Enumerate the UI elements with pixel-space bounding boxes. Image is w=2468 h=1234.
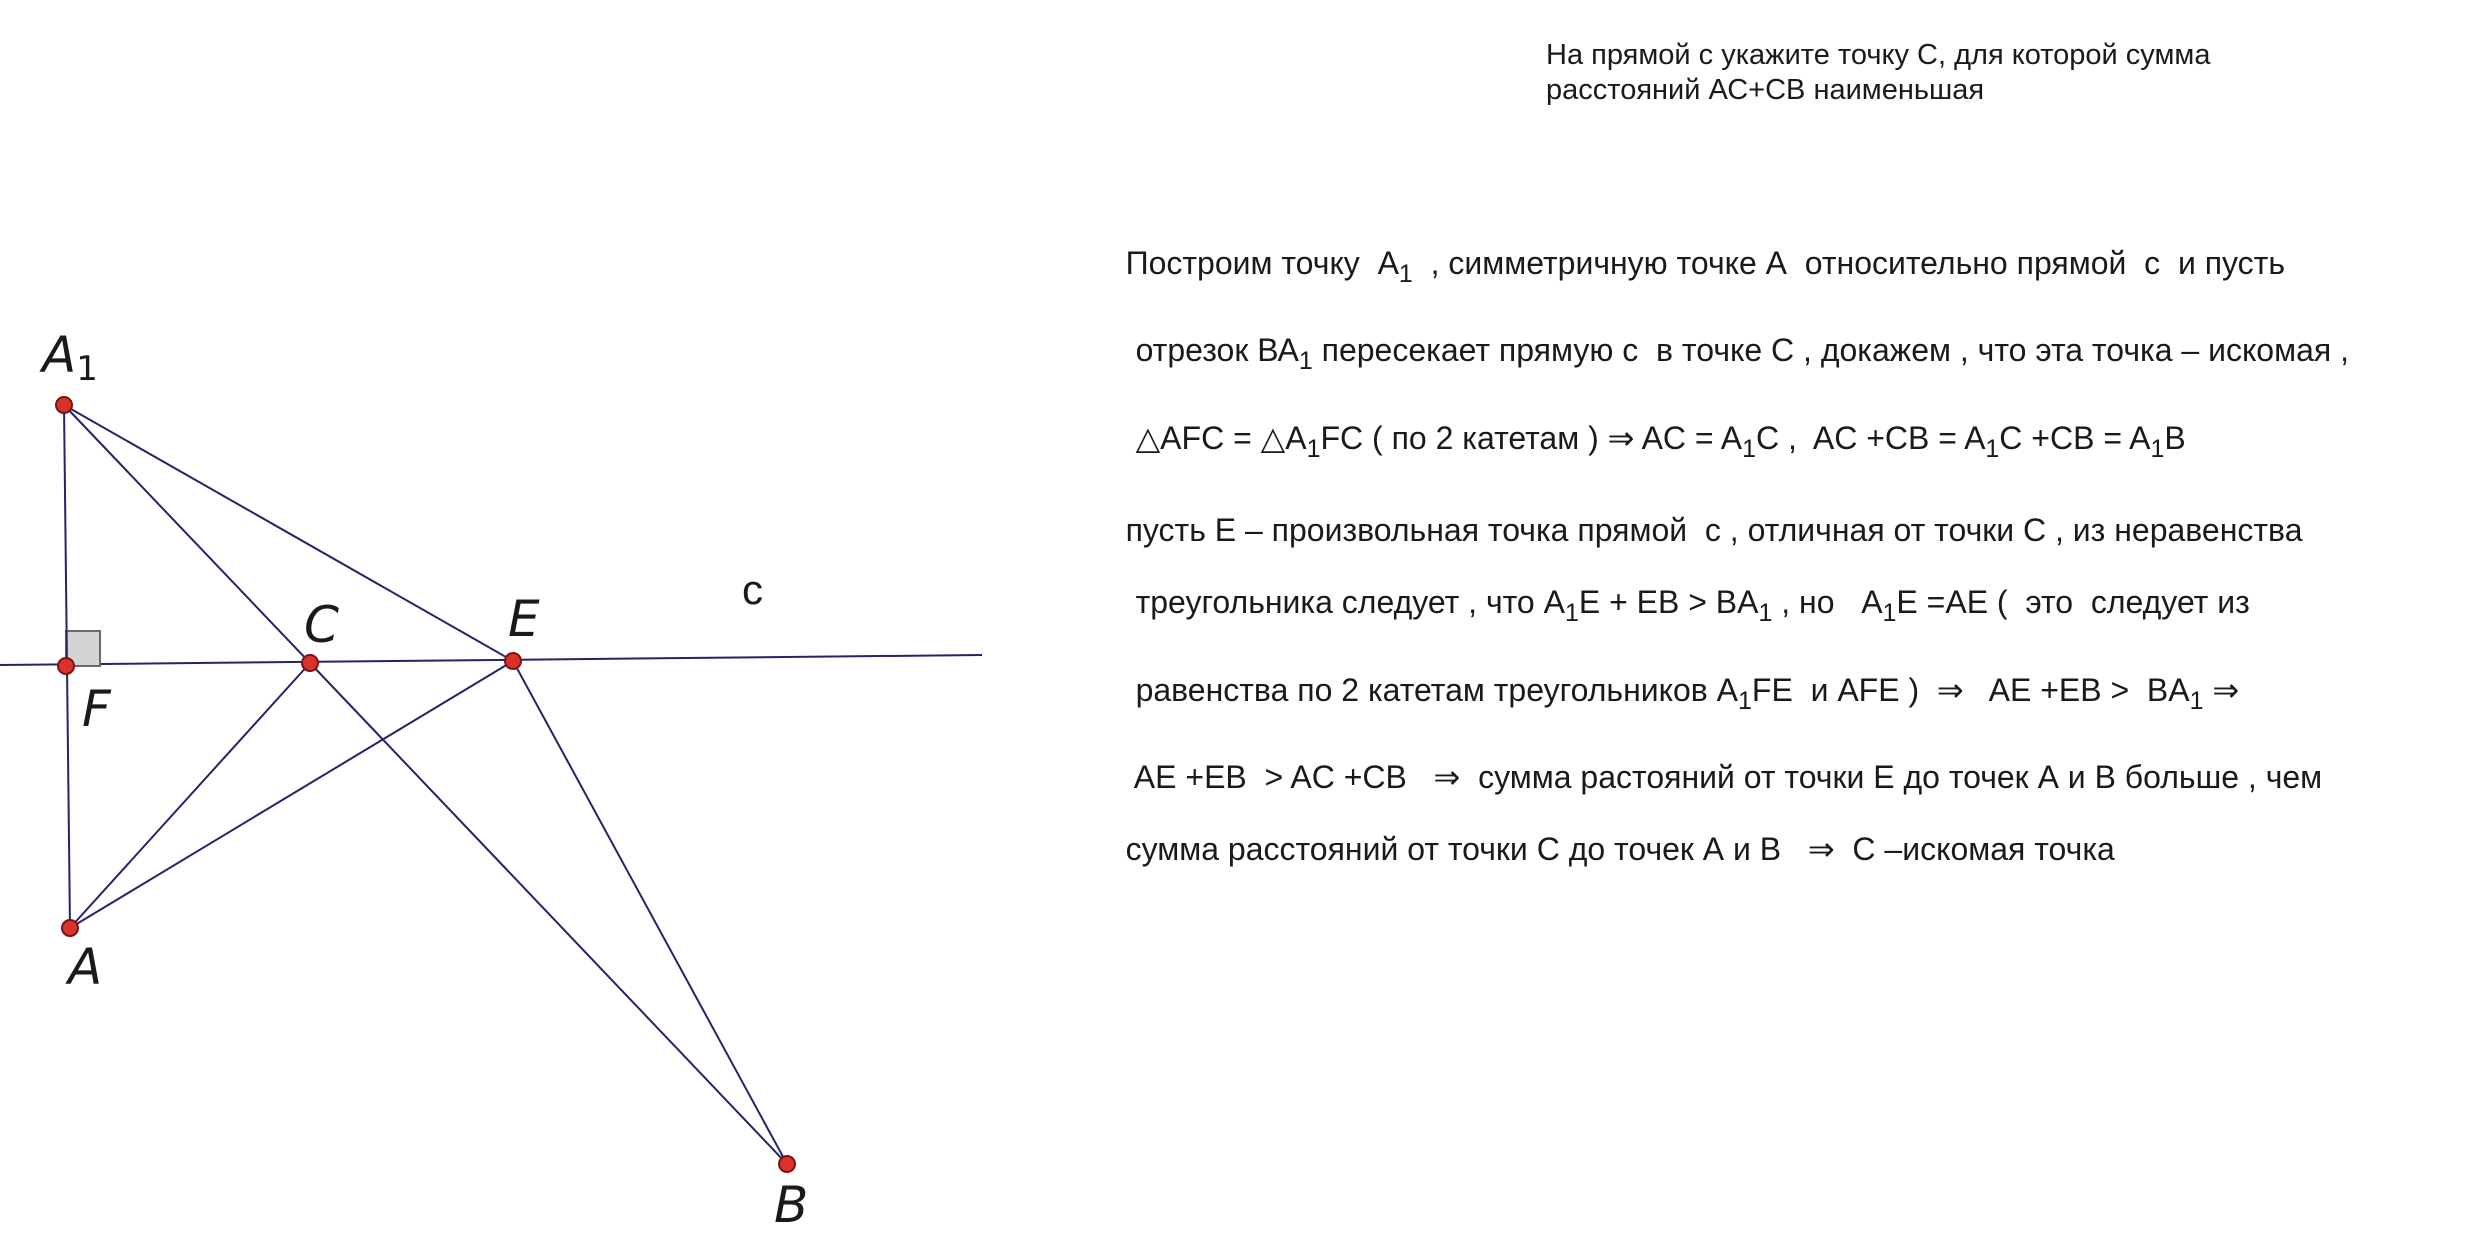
proof-line-4: пусть Е – произвольная точка прямой с , отличная от точки С , из неравенства	[1125, 512, 2303, 548]
proof-line-5: треугольника следует , что $A_1E$ + EB > $BA_1$ , но $A_1E =AE$ ( это следует из	[1135, 584, 2250, 627]
proof-line-3: △AFC = $\triangle A_1FC$ ( по 2 катетам ) ⇒ AC = $A_1C$ , AC $+CB = A_1C +CB = A_1B$	[1135, 420, 2186, 463]
geometry-figure	[0, 0, 1000, 1234]
label-line-c: c	[742, 566, 763, 613]
line-c	[0, 655, 982, 665]
label-F: F	[82, 680, 111, 738]
proof-line-6: равенства по 2 катетам треугольников $A_1FE$ и AFE ) ⇒ AE $+EB > BA_1$ ⇒	[1135, 672, 2240, 715]
proof-line-1: Построим точку $А_1$ , симметричную точке А относительно прямой с и пусть	[1125, 245, 2285, 288]
task-statement	[1546, 38, 2306, 108]
point-B[interactable]	[779, 1156, 795, 1172]
segment-EB	[513, 661, 787, 1164]
proof-line-2: отрезок $ВА_1$ пересекает прямую с в точке С , докажем , что эта точка – искомая ,	[1135, 332, 2349, 375]
label-E: E	[508, 590, 540, 648]
label-A1: A1	[42, 326, 98, 389]
segment-AE	[70, 661, 513, 928]
segment-A1E	[64, 405, 513, 661]
label-A: A	[68, 938, 103, 996]
point-A[interactable]	[62, 920, 78, 936]
segment-A1C	[64, 405, 310, 663]
label-C: C	[304, 596, 339, 654]
point-F[interactable]	[58, 658, 74, 674]
point-C[interactable]	[302, 655, 318, 671]
proof-line-8: сумма расстояний от точки С до точек А и В ⇒ С –искомая точка	[1125, 831, 2115, 867]
segment-CB	[310, 663, 787, 1164]
label-B: B	[774, 1176, 809, 1234]
task-line-1: На прямой с укажите точку С, для которой сумма	[1546, 39, 2211, 71]
point-E[interactable]	[505, 653, 521, 669]
proof-line-7: AE +EB > AC +CB ⇒ сумма растояний от точки Е до точек А и В больше , чем	[1133, 759, 2323, 795]
task-line-2: расстояний АС+СВ наименьшая	[1546, 74, 1985, 106]
point-A1[interactable]	[56, 397, 72, 413]
